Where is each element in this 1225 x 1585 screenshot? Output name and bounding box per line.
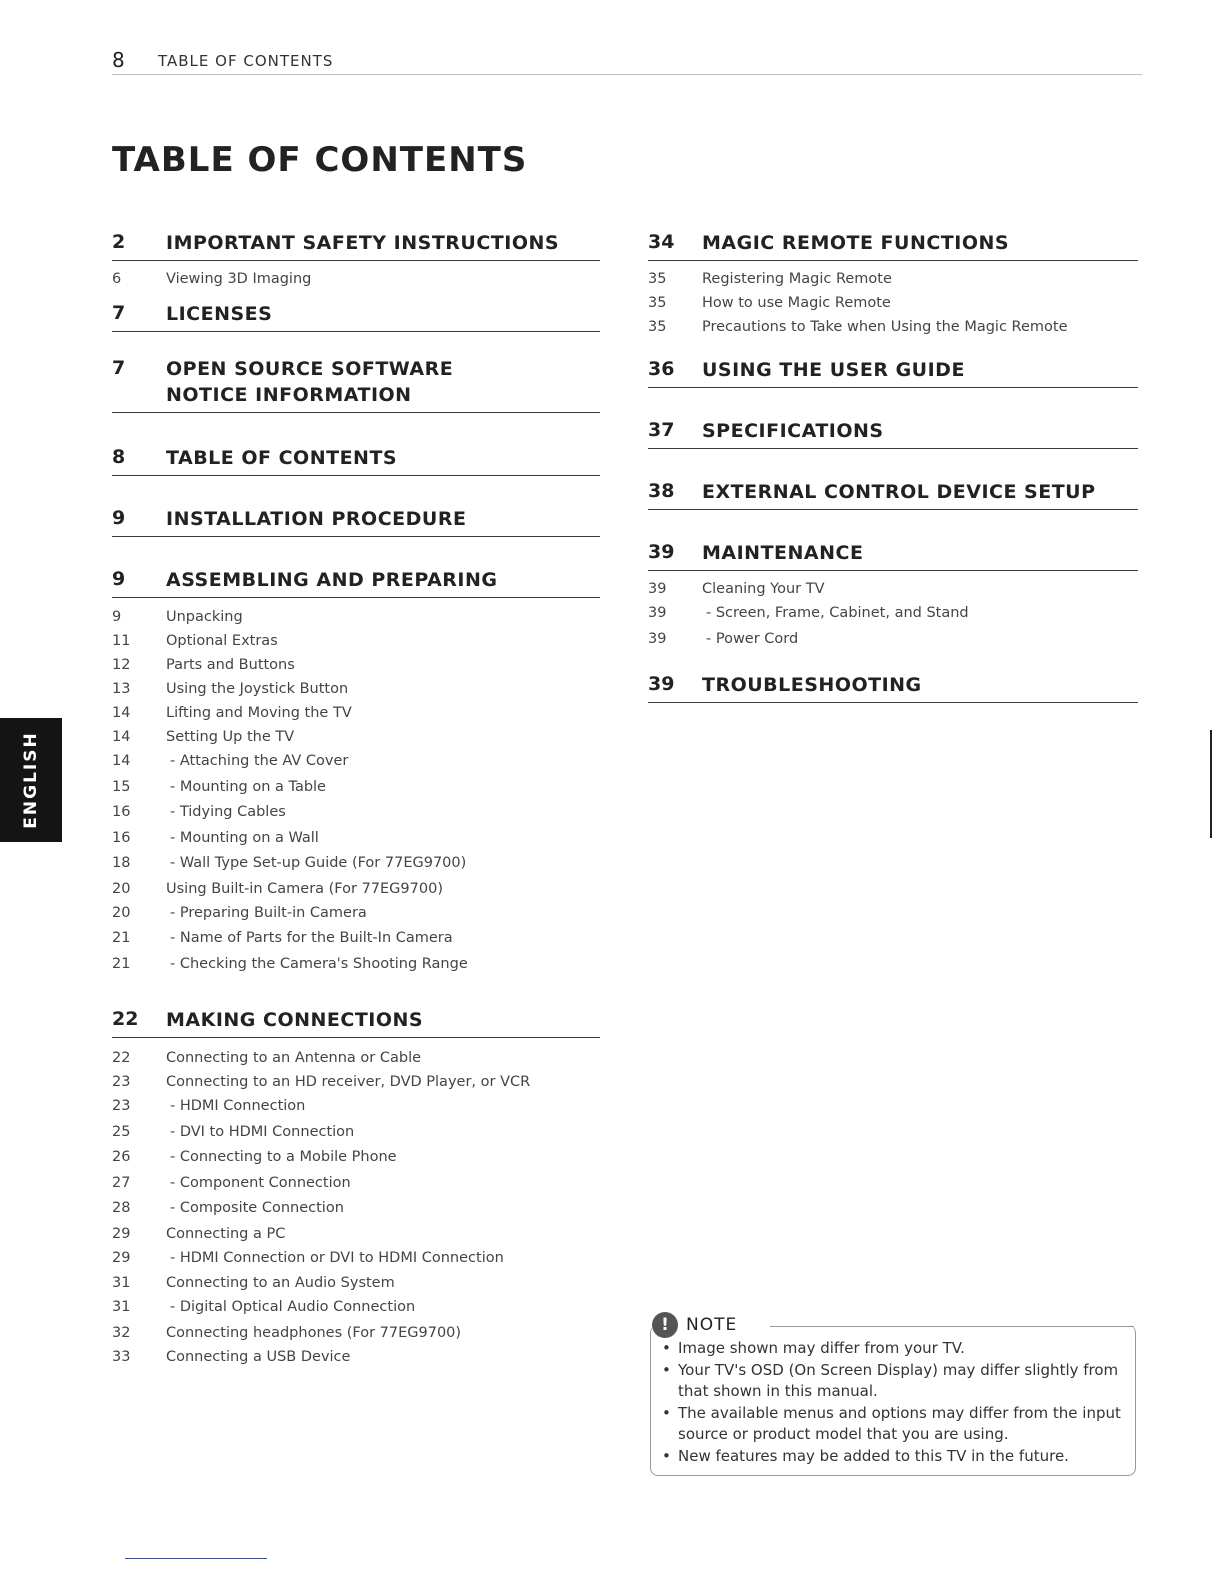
section-title: MAKING CONNECTIONS (166, 1009, 424, 1031)
entry-label: Viewing 3D Imaging (166, 271, 312, 287)
toc-entry[interactable] (112, 877, 600, 901)
entry-page-number: 21 (112, 930, 131, 946)
toc-subentry[interactable] (112, 851, 600, 877)
entry-label: - Checking the Camera's Shooting Range (170, 955, 468, 972)
toc-entry[interactable] (112, 629, 600, 653)
entry-label: - Mounting on a Wall (170, 829, 319, 846)
note-heading (652, 1312, 745, 1338)
entry-label: Connecting to an HD receiver, DVD Player, or VCR (166, 1074, 531, 1090)
language-tab (0, 718, 62, 842)
section-page-number: 39 (648, 541, 675, 563)
section-heading[interactable] (112, 506, 600, 537)
section-page-number: 7 (112, 302, 126, 324)
section-page-number: 39 (648, 673, 675, 695)
entry-label: - Composite Connection (170, 1200, 344, 1216)
note-item: • New features may be added to this TV in the future. (662, 1446, 1122, 1468)
toc-entry[interactable] (112, 1321, 600, 1345)
toc-subentry[interactable] (648, 627, 1138, 653)
entry-label: Using the Joystick Button (166, 681, 349, 697)
section-items (648, 577, 1138, 652)
toc-section[interactable] (648, 479, 1138, 510)
section-title: ASSEMBLING AND PREPARING (166, 569, 498, 591)
toc-section[interactable] (648, 672, 1138, 703)
entry-label: - Tidying Cables (170, 804, 286, 820)
section-heading[interactable] (112, 356, 600, 413)
section-title: SPECIFICATIONS (702, 420, 884, 442)
entry-label: - Wall Type Set-up Guide (For 77EG9700) (170, 855, 467, 871)
section-title: INSTALLATION PROCEDURE (166, 508, 467, 530)
entry-label: How to use Magic Remote (702, 295, 891, 311)
entry-page-number: 22 (112, 1050, 131, 1066)
toc-entry[interactable] (648, 577, 1138, 601)
note-item: • The available menus and options may differ from the input source or product model that you are using. (662, 1403, 1122, 1446)
entry-label: Connecting a USB Device (166, 1348, 351, 1365)
entry-label: - DVI to HDMI Connection (170, 1123, 355, 1140)
section-title: IMPORTANT SAFETY INSTRUCTIONS (166, 232, 560, 254)
toc-section[interactable] (112, 230, 600, 291)
section-title: LICENSES (166, 303, 273, 325)
section-page-number: 34 (648, 231, 675, 253)
entry-page-number: 23 (112, 1074, 131, 1090)
toc-section[interactable] (112, 567, 600, 977)
toc-entry[interactable] (112, 1046, 600, 1070)
section-page-number: 37 (648, 419, 675, 441)
section-page-number: 9 (112, 507, 126, 529)
entry-page-number: 31 (112, 1299, 131, 1315)
section-title: TROUBLESHOOTING (702, 674, 922, 696)
entry-page-number: 35 (648, 295, 667, 311)
entry-page-number: 25 (112, 1123, 131, 1140)
toc-entry[interactable] (112, 1070, 600, 1094)
note-item: • Your TV's OSD (On Screen Display) may differ slightly from that shown in this manual. (662, 1360, 1122, 1403)
toc-subentry[interactable] (112, 926, 600, 952)
toc-section[interactable] (648, 418, 1138, 449)
entry-label: - Mounting on a Table (170, 778, 326, 795)
toc-section[interactable] (112, 445, 600, 476)
entry-page-number: 11 (112, 633, 131, 649)
toc-section[interactable] (112, 506, 600, 537)
entry-page-number: 31 (112, 1275, 131, 1291)
margin-rule (1210, 730, 1212, 838)
entry-label: - Preparing Built-in Camera (170, 904, 367, 921)
section-page-number: 7 (112, 357, 126, 379)
section-title: MAINTENANCE (702, 542, 864, 564)
page-number: 8 (112, 48, 125, 72)
entry-label: Cleaning Your TV (702, 581, 825, 597)
section-title: MAGIC REMOTE FUNCTIONS (702, 232, 1010, 254)
section-items (112, 605, 600, 977)
toc-section[interactable] (112, 301, 600, 332)
toc-subentry[interactable] (112, 1171, 600, 1197)
note-list (662, 1338, 1122, 1467)
entry-label: - HDMI Connection or DVI to HDMI Connection (170, 1249, 504, 1266)
section-page-number: 38 (648, 480, 675, 502)
toc-section[interactable] (648, 540, 1138, 652)
entry-label: Unpacking (166, 609, 243, 625)
section-page-number: 22 (112, 1008, 139, 1030)
entry-label: Lifting and Moving the TV (166, 705, 352, 721)
toc-subentry[interactable] (112, 1094, 600, 1120)
entry-label: Connecting headphones (For 77EG9700) (166, 1324, 462, 1341)
section-page-number: 36 (648, 358, 675, 380)
entry-label: Registering Magic Remote (702, 271, 892, 287)
section-heading[interactable] (112, 445, 600, 476)
entry-page-number: 16 (112, 829, 131, 846)
toc-section[interactable] (648, 357, 1138, 388)
note-item: • Image shown may differ from your TV. (662, 1338, 1122, 1360)
entry-label: - HDMI Connection (170, 1098, 306, 1114)
toc-section[interactable] (112, 356, 600, 413)
running-header (112, 48, 1142, 75)
toc-subentry[interactable] (112, 826, 600, 852)
toc-subentry[interactable] (112, 800, 600, 826)
toc-subentry[interactable] (112, 749, 600, 775)
entry-page-number: 27 (112, 1174, 131, 1191)
entry-label: Parts and Buttons (166, 657, 295, 673)
entry-page-number: 9 (112, 609, 122, 625)
entry-page-number: 15 (112, 778, 131, 795)
toc-entry[interactable] (112, 653, 600, 677)
toc-section[interactable] (112, 1007, 600, 1369)
section-items (112, 267, 600, 291)
section-heading[interactable] (112, 567, 600, 598)
entry-page-number: 28 (112, 1200, 131, 1216)
entry-label: - Name of Parts for the Built-In Camera (170, 930, 453, 946)
entry-label: - Component Connection (170, 1174, 351, 1191)
entry-page-number: 29 (112, 1225, 131, 1242)
entry-page-number: 39 (648, 605, 667, 621)
entry-page-number: 16 (112, 804, 131, 820)
entry-label: Connecting to an Antenna or Cable (166, 1050, 422, 1066)
entry-label: Connecting to an Audio System (166, 1275, 395, 1291)
entry-label: - Power Cord (706, 630, 799, 647)
entry-page-number: 39 (648, 581, 667, 597)
entry-page-number: 21 (112, 955, 131, 972)
section-heading[interactable] (648, 540, 1138, 571)
section-heading[interactable] (648, 357, 1138, 388)
entry-label: - Digital Optical Audio Connection (170, 1299, 416, 1315)
section-items (112, 1046, 600, 1369)
note-divider (770, 1326, 1134, 1327)
footer-rule (125, 1558, 267, 1559)
entry-page-number: 26 (112, 1149, 131, 1165)
entry-page-number: 20 (112, 904, 131, 921)
entry-page-number: 12 (112, 657, 131, 673)
entry-label: Optional Extras (166, 633, 278, 649)
toc-left-column (112, 230, 600, 1369)
section-items (648, 267, 1138, 339)
entry-page-number: 39 (648, 630, 667, 647)
toc-subentry[interactable] (112, 901, 600, 927)
section-title: OPEN SOURCE SOFTWARE NOTICE INFORMATION (166, 358, 454, 406)
entry-label: - Attaching the AV Cover (170, 753, 349, 769)
section-heading[interactable] (648, 479, 1138, 510)
entry-page-number: 32 (112, 1324, 131, 1341)
entry-page-number: 14 (112, 753, 131, 769)
section-title: EXTERNAL CONTROL DEVICE SETUP (702, 481, 1096, 503)
entry-page-number: 6 (112, 271, 122, 287)
exclamation-icon: ! (652, 1312, 678, 1338)
running-header-title: TABLE OF CONTENTS (158, 52, 334, 70)
section-page-number: 8 (112, 446, 126, 468)
entry-label: Setting Up the TV (166, 729, 295, 745)
toc-section[interactable] (648, 230, 1138, 339)
section-heading[interactable] (112, 230, 600, 261)
language-tab-label: ENGLISH (21, 731, 41, 829)
entry-page-number: 13 (112, 681, 131, 697)
toc-entry[interactable] (112, 1345, 600, 1369)
toc-subentry[interactable] (112, 1246, 600, 1272)
toc-entry[interactable] (112, 725, 600, 749)
toc-right-column (648, 230, 1138, 703)
section-heading[interactable] (648, 418, 1138, 449)
entry-page-number: 35 (648, 319, 667, 335)
toc-subentry[interactable] (112, 775, 600, 801)
entry-page-number: 20 (112, 880, 131, 897)
toc-subentry[interactable] (112, 1145, 600, 1171)
entry-label: Precautions to Take when Using the Magic Remote (702, 319, 1068, 335)
section-title: TABLE OF CONTENTS (166, 447, 398, 469)
toc-entry[interactable] (648, 315, 1138, 339)
toc-subentry[interactable] (648, 601, 1138, 627)
toc-subentry[interactable] (112, 1295, 600, 1321)
entry-label: - Connecting to a Mobile Phone (170, 1149, 397, 1165)
toc-subentry[interactable] (112, 952, 600, 978)
entry-page-number: 14 (112, 729, 131, 745)
entry-page-number: 33 (112, 1348, 131, 1365)
entry-page-number: 18 (112, 855, 131, 871)
entry-label: Connecting a PC (166, 1225, 286, 1242)
section-heading[interactable] (648, 672, 1138, 703)
section-title: USING THE USER GUIDE (702, 359, 965, 381)
page-title: TABLE OF CONTENTS (112, 140, 528, 180)
entry-label: - Screen, Frame, Cabinet, and Stand (706, 605, 969, 621)
toc-entry[interactable] (112, 1271, 600, 1295)
entry-page-number: 35 (648, 271, 667, 287)
entry-page-number: 29 (112, 1249, 131, 1266)
toc-subentry[interactable] (112, 1196, 600, 1222)
section-heading[interactable] (112, 1007, 600, 1038)
entry-page-number: 23 (112, 1098, 131, 1114)
toc-entry[interactable] (112, 701, 600, 725)
toc-entry[interactable] (112, 605, 600, 629)
toc-entry[interactable] (112, 1222, 600, 1246)
toc-entry[interactable] (112, 677, 600, 701)
section-page-number: 2 (112, 231, 126, 253)
note-title: NOTE (686, 1315, 738, 1335)
toc-entry[interactable] (648, 267, 1138, 291)
toc-entry[interactable] (648, 291, 1138, 315)
entry-page-number: 14 (112, 705, 131, 721)
section-page-number: 9 (112, 568, 126, 590)
toc-entry[interactable] (112, 267, 600, 291)
section-heading[interactable] (648, 230, 1138, 261)
entry-label: Using Built-in Camera (For 77EG9700) (166, 880, 443, 897)
section-heading[interactable] (112, 301, 600, 332)
toc-subentry[interactable] (112, 1120, 600, 1146)
